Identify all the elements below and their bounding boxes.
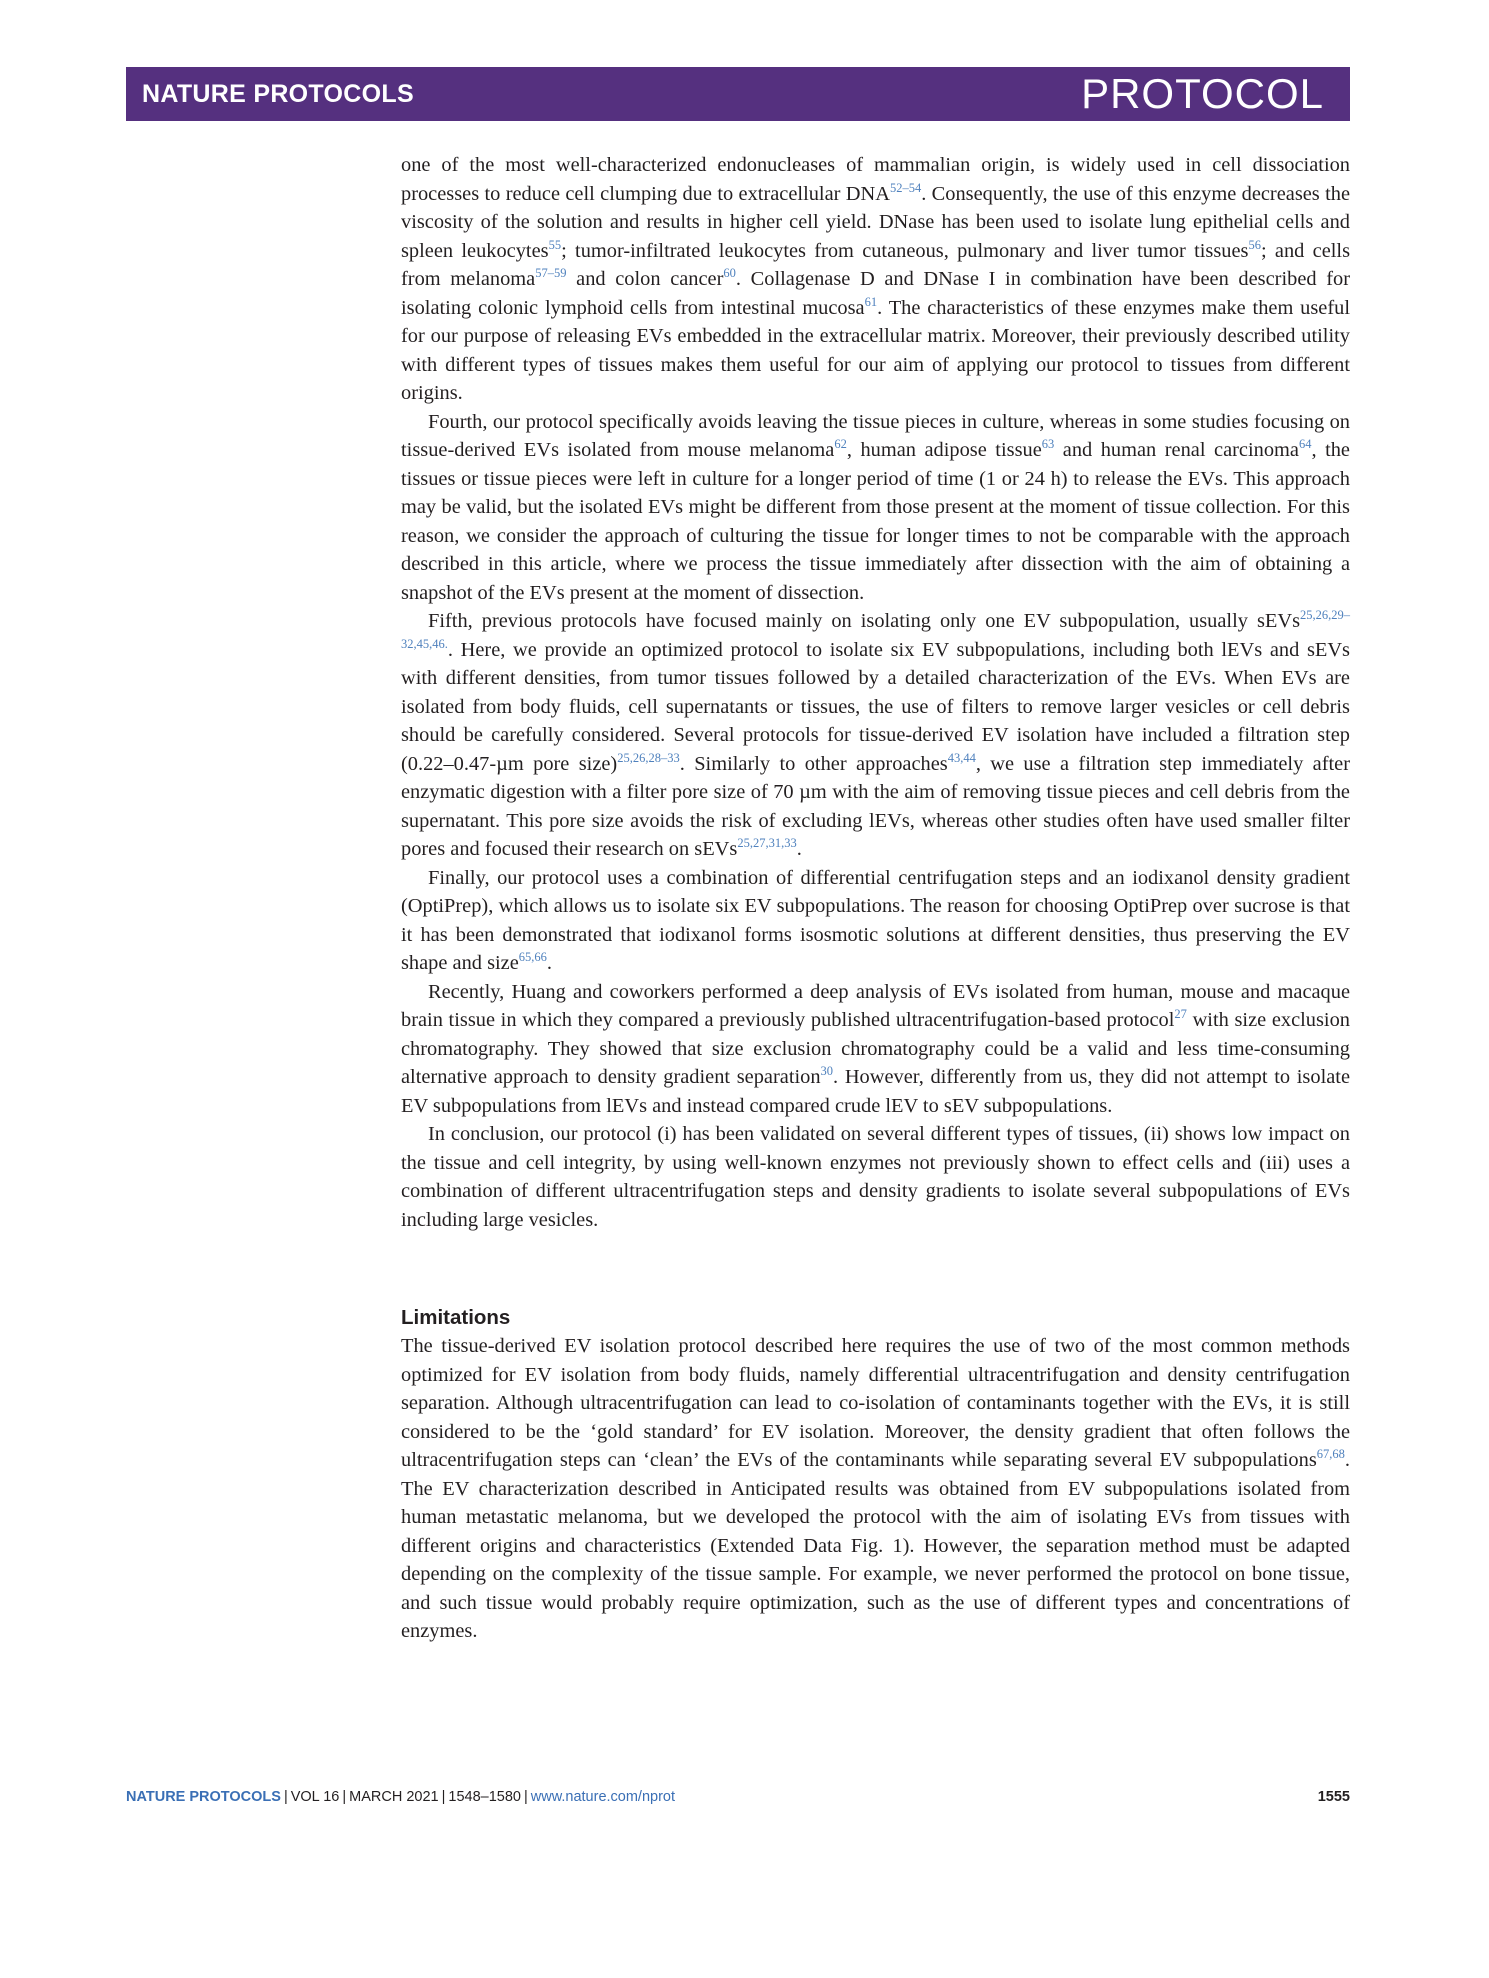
journal-name: NATURE PROTOCOLS xyxy=(142,79,414,108)
citation-reference-link[interactable]: 65,66 xyxy=(518,950,547,964)
text-run: . Here, we provide an optimized protocol to isolate six EV subpopulations, including both lEVs and sEVs with different densities, from tumor tissues followed by a detailed characterization of the EVs. When EVs are isolated from body fluids, cell supernatants or tissues, the use of filters to remove larger vesicles or cell debris should be carefully considered. Several protocols for tissue-derived EV isolation have included a filtration step (0.22–0.47-µm pore size) xyxy=(401,638,1350,775)
text-run: , human adipose tissue xyxy=(846,439,1042,461)
journal-banner xyxy=(126,67,1350,121)
citation-reference-link[interactable]: 67,68 xyxy=(1316,1447,1345,1461)
text-run: . The EV characterization described in Anticipated results was obtained from EV subpopulations isolated from human metastatic melanoma, but we developed the protocol with the aim of isolating EVs from tissues with different origins and characteristics (Extended Data Fig. 1). However, the separation method must be adapted depending on the complexity of the tissue sample. For example, we never performed the protocol on bone tissue, and such tissue would probably require optimization, such as the use of different types and concentrations of enzymes. xyxy=(401,1449,1350,1642)
text-run: . Similarly to other approaches xyxy=(679,752,948,775)
citation-reference-link[interactable]: 55 xyxy=(548,237,562,252)
body-paragraph xyxy=(401,978,1350,1121)
text-run: . Collagenase D and DNase I in combination have been described for isolating colonic lymphoid cells from intestinal mucosa xyxy=(401,268,1350,319)
citation-reference-link[interactable]: 56 xyxy=(1248,237,1261,252)
citation-reference-link[interactable]: 62 xyxy=(834,437,847,451)
body-paragraph xyxy=(401,1120,1350,1234)
citation-reference-link[interactable]: 52–54 xyxy=(889,180,922,195)
text-run: . Consequently, the use of this enzyme decreases the viscosity of the solution and results in higher cell yield. DNase has been used to isolate lung epithelial cells and spleen leukocytes xyxy=(401,182,1350,262)
footer-url-link[interactable]: www.nature.com/nprot xyxy=(530,1789,676,1805)
article-body xyxy=(401,151,1350,1646)
text-run: Fifth, previous protocols have focused mainly on isolating only one EV subpopulation, usually sEVs xyxy=(428,610,1300,632)
body-paragraph xyxy=(401,408,1350,608)
section-heading-limitations: Limitations xyxy=(401,1306,511,1329)
body-paragraph xyxy=(401,864,1350,978)
page-number: 1555 xyxy=(1317,1789,1350,1805)
text-run: ; and cells from melanoma xyxy=(401,239,1351,290)
article-type: PROTOCOL xyxy=(1081,70,1324,117)
citation-reference-link[interactable]: 64 xyxy=(1298,437,1312,451)
citation-reference-link[interactable]: 57–59 xyxy=(535,266,567,280)
text-run: . The characteristics of these enzymes make them useful for our purpose of releasing EVs embedded in the extracellular matrix. Moreover, their previously described utility with different types of tissues makes them useful for our aim of applying our protocol to tissues from different origins. xyxy=(401,296,1350,404)
citation-reference-link[interactable]: 30 xyxy=(820,1064,834,1078)
citation-reference-link[interactable]: 61 xyxy=(864,294,878,309)
page-footer xyxy=(126,1789,1350,1805)
text-run: and human renal carcinoma xyxy=(1054,439,1299,461)
citation-reference-link[interactable]: 27 xyxy=(1174,1007,1187,1021)
citation-reference-link[interactable]: 25,26,28–33 xyxy=(617,750,680,765)
footer-separator: | xyxy=(283,1789,288,1805)
text-run: Finally, our protocol uses a combination of differential centrifugation steps and an iodixanol density gradient (OptiPrep), which allows us to isolate six EV subpopulations. The reason for choosing OptiPrep over sucrose is that it has been demonstrated that iodixanol forms isosmotic solutions at different densities, thus preserving the EV shape and size xyxy=(401,866,1350,974)
citation-reference-link[interactable]: 25,27,31,33 xyxy=(737,836,797,850)
text-run: with size exclusion chromatography. They showed that size exclusion chromatography could be a valid and less time-consuming alternative approach to density gradient separation xyxy=(401,1009,1350,1088)
text-run: . xyxy=(796,838,802,860)
text-run: , the tissues or tissue pieces were left in culture for a longer period of time (1 or 24 h) to release the EVs. This approach may be valid, but the isolated EVs might be different from those present at the moment of tissue collection. For this reason, we consider the approach of culturing the tissue for longer times to not be comparable with the approach described in this article, where we process the tissue immediately after dissection with the aim of obtaining a snapshot of the EVs present at the moment of dissection. xyxy=(401,439,1350,604)
text-run: , we use a filtration step immediately after enzymatic digestion with a filter pore size of 70 µm with the aim of removing tissue pieces and cell debris from the supernatant. This pore size avoids the risk of excluding lEVs, whereas other studies often have used smaller filter pores and focused their research on sEVs xyxy=(401,752,1350,860)
citation-reference-link[interactable]: 43,44 xyxy=(947,750,976,765)
citation-reference-link[interactable]: 25,26,29–32,45,46. xyxy=(401,608,1350,651)
body-paragraph xyxy=(401,151,1350,408)
text-run: one of the most well-characterized endonucleases of mammalian origin, is widely used in cell dissociation processes to reduce cell clumping due to extracellular DNA xyxy=(401,154,1350,205)
body-paragraph xyxy=(401,607,1350,864)
text-run: . However, differently from us, they did not attempt to isolate EV subpopulations from lEVs and instead compared crude lEV to sEV subpopulations. xyxy=(401,1066,1350,1117)
text-run: Recently, Huang and coworkers performed a deep analysis of EVs isolated from human, mouse and macaque brain tissue in which they compared a previously published ultracentrifugation-based protocol xyxy=(401,980,1350,1031)
footer-date: MARCH 2021 xyxy=(349,1789,439,1805)
footer-volume: VOL 16 xyxy=(290,1789,340,1805)
footer-separator: | xyxy=(441,1789,446,1805)
footer-separator: | xyxy=(342,1789,347,1805)
footer-pages: 1548–1580 xyxy=(448,1789,521,1805)
footer-separator: | xyxy=(523,1789,528,1805)
text-run: The tissue-derived EV isolation protocol described here requires the use of two of the most common methods optimized for EV isolation from body fluids, namely differential ultracentrifugation and density centrifugation separation. Although ultracentrifugation can lead to co-isolation of contaminants together with the EVs, it is still considered to be the ‘gold standard’ for EV isolation. Moreover, the density gradient that often follows the ultracentrifugation steps can ‘clean’ the EVs of the contaminants while separating several EV subpopulations xyxy=(401,1335,1350,1471)
text-run: ; tumor-infiltrated leukocytes from cutaneous, pulmonary and liver tumor tissues xyxy=(561,239,1249,262)
body-paragraphs xyxy=(401,151,1350,1234)
footer-journal: NATURE PROTOCOLS xyxy=(126,1789,281,1805)
text-run: Fourth, our protocol specifically avoids leaving the tissue pieces in culture, whereas in some studies focusing on tissue-derived EVs isolated from mouse melanoma xyxy=(401,410,1350,461)
citation-reference-link[interactable]: 60 xyxy=(723,266,736,280)
text-run: In conclusion, our protocol (i) has been validated on several different types of tissues, (ii) shows low impact on the tissue and cell integrity, by using well-known enzymes not previously shown to effect cells and (iii) uses a combination of different ultracentrifugation steps and density gradients to isolate several subpopulations of EVs including large vesicles. xyxy=(401,1123,1350,1231)
citation-reference-link[interactable]: 63 xyxy=(1041,437,1055,451)
text-run: and colon cancer xyxy=(566,268,724,290)
text-run: . xyxy=(546,952,552,974)
limitations-paragraph xyxy=(401,1332,1350,1646)
